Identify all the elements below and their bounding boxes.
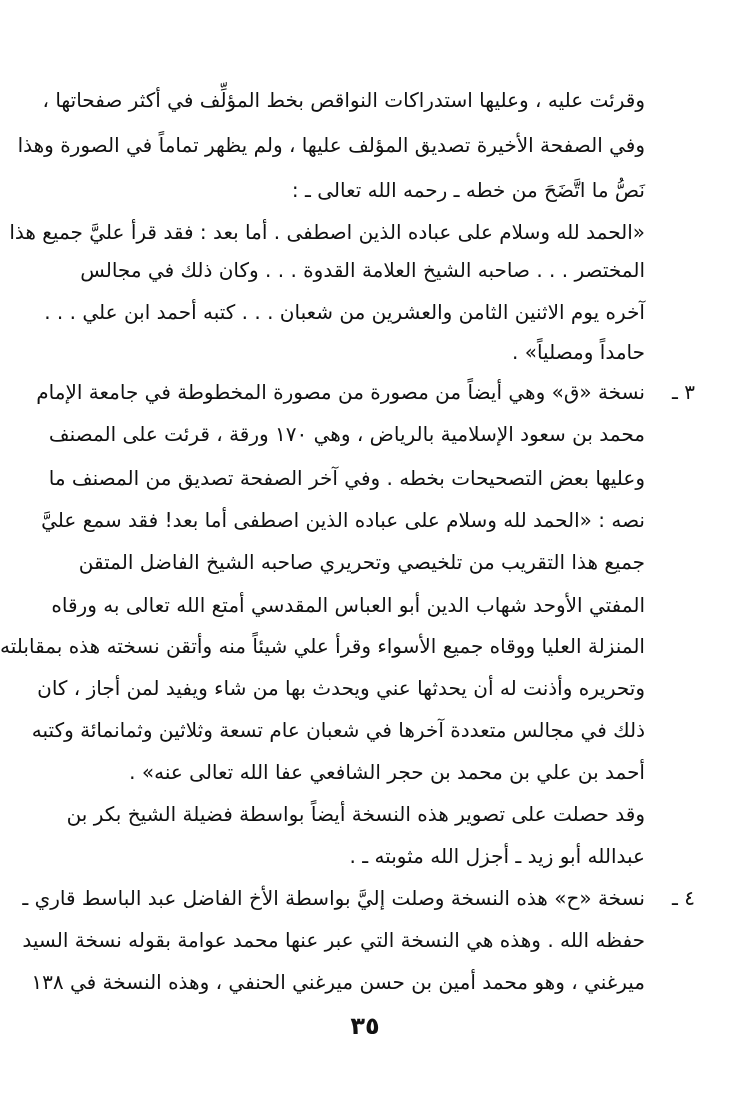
text-line: نسخة «ح» هذه النسخة وصلت إليَّ بواسطة الأخ الفاضل عبد الباسط قاري ـ (22, 886, 645, 910)
text-line: أحمد بن علي بن محمد بن حجر الشافعي عفا الله تعالى عنه» . (129, 760, 645, 784)
text-line: عبدالله أبو زيد ـ أجزل الله مثوبته ـ . (349, 844, 645, 868)
quote-line: آخره يوم الاثنين الثامن والعشرين من شعبان . . . كتبه أحمد ابن علي . . . (44, 300, 645, 324)
page-number: ٣٥ (350, 1012, 380, 1040)
list-marker-4: ٤ ـ (672, 886, 695, 910)
text-line: ميرغني ، وهو محمد أمين بن حسن ميرغني الحنفي ، وهذه النسخة في ١٣٨ (31, 970, 645, 994)
text-line: جميع هذا التقريب من تلخيصي وتحريري صاحبه الشيخ الفاضل المتقن (78, 550, 645, 574)
text-line: ذلك في مجالس متعددة آخرها في شعبان عام تسعة وثلاثين وثمانمائة وكتبه (31, 718, 645, 742)
text-line: المفتي الأوحد شهاب الدين أبو العباس المقدسي أمتع الله تعالى به ورقاه (51, 593, 645, 617)
text-line: وفي الصفحة الأخيرة تصديق المؤلف عليها ، ولم يظهر تماماً في الصورة وهذا (17, 133, 645, 157)
text-line: المنزلة العليا ووقاه جميع الأسواء وقرأ علي شيئاً منه وأتقن نسخته هذه بمقابلته (0, 634, 645, 658)
text-line: نسخة «ق» وهي أيضاً من مصورة من مصورة المخطوطة في جامعة الإمام (36, 380, 645, 404)
text-line: محمد بن سعود الإسلامية بالرياض ، وهي ١٧٠ ورقة ، قرئت على المصنف (48, 422, 645, 446)
text-line: حفظه الله . وهذه هي النسخة التي عبر عنها محمد عوامة بقوله نسخة السيد (22, 928, 645, 952)
text-line: نصه : «الحمد لله وسلام على عباده الذين اصطفى أما بعد! فقد سمع عليَّ (41, 508, 645, 532)
text-line: وتحريره وأذنت له أن يحدثها عني ويحدث بها من شاء ويفيد لمن أجاز ، كان (37, 676, 645, 700)
quote-line: «الحمد لله وسلام على عباده الذين اصطفى . أما بعد : فقد قرأ عليَّ جميع هذا (9, 220, 645, 244)
text-line: وقد حصلت على تصوير هذه النسخة أيضاً بواسطة فضيلة الشيخ بكر بن (66, 802, 645, 826)
text-line: نَصُّ ما اتَّضَحَ من خطه ـ رحمه الله تعالى ـ : (291, 178, 645, 202)
text-line: وقرئت عليه ، وعليها استدراكات النواقص بخط المؤلِّف في أكثر صفحاتها ، (42, 88, 645, 112)
quote-line: المختصر . . . صاحبه الشيخ العلامة القدوة . . . وكان ذلك في مجالس (80, 258, 645, 282)
list-marker-3: ٣ ـ (672, 380, 695, 404)
book-page (1, 0, 729, 1098)
text-line: وعليها بعض التصحيحات بخطه . وفي آخر الصفحة تصديق من المصنف ما (48, 466, 645, 490)
quote-line: حامداً ومصلياً» . (512, 340, 645, 364)
